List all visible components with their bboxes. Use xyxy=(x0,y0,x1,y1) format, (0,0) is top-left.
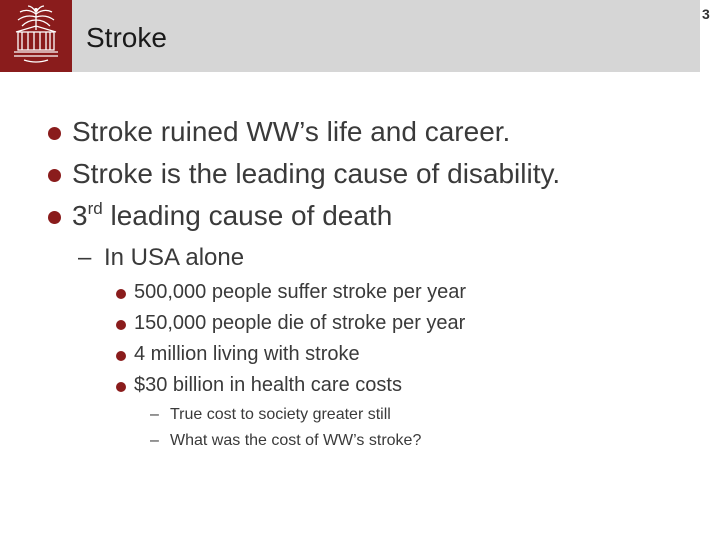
detail-bullet-text: What was the cost of WW’s stroke? xyxy=(170,432,422,449)
sub-bullet-text: In USA alone xyxy=(104,244,245,271)
bullet-dot-icon xyxy=(116,320,126,330)
bullet-dot-icon xyxy=(48,169,61,182)
dash-marker: – xyxy=(150,406,159,423)
bullet-text: Stroke is the leading cause of disability. xyxy=(72,158,561,189)
bullet-text: Stroke ruined WW’s life and career. xyxy=(72,116,511,147)
sub-sub-bullet-text: 500,000 people suffer stroke per year xyxy=(134,281,467,303)
dash-marker: – xyxy=(150,432,159,449)
university-logo xyxy=(0,0,72,72)
bullet-dot-icon xyxy=(48,127,61,140)
bullet-text: 3rd leading cause of death xyxy=(72,199,393,231)
bullet-dot-icon xyxy=(48,211,61,224)
slide-title: Stroke xyxy=(86,22,167,53)
bullet-dot-icon xyxy=(116,289,126,299)
sub-sub-bullet-text: 150,000 people die of stroke per year xyxy=(134,312,466,334)
palmetto-tree-icon xyxy=(0,0,72,72)
dash-marker: – xyxy=(78,244,92,271)
bullet-dot-icon xyxy=(116,351,126,361)
bullet-dot-icon xyxy=(116,382,126,392)
sub-sub-bullet-text: 4 million living with stroke xyxy=(134,343,360,365)
detail-bullet-text: True cost to society greater still xyxy=(170,406,391,423)
sub-sub-bullet-text: $30 billion in health care costs xyxy=(134,374,402,396)
slide-number: 3 xyxy=(702,6,710,22)
